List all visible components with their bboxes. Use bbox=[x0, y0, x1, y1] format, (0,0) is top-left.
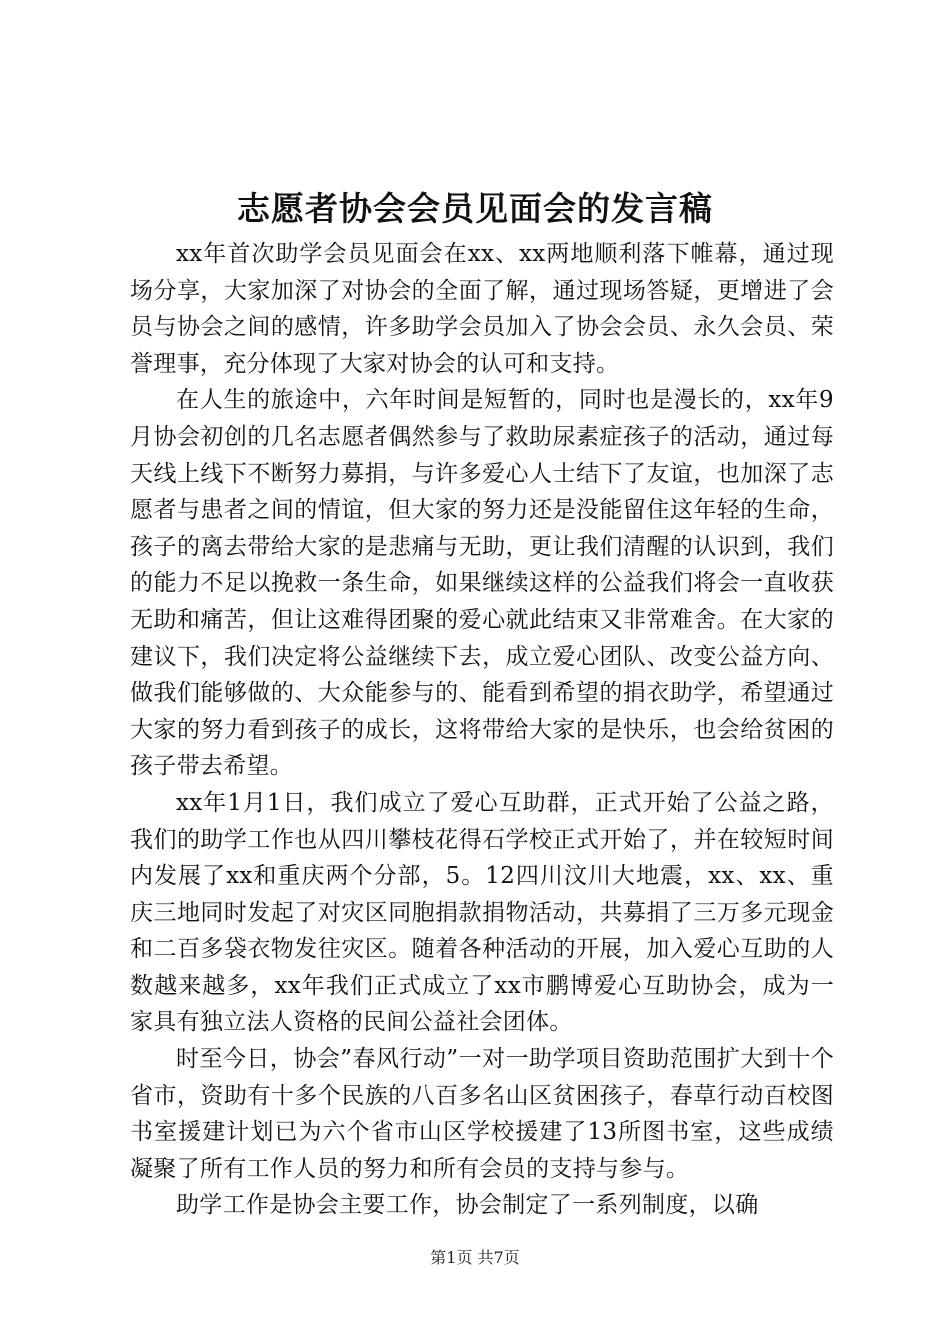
page-footer: 第1页 共7页 bbox=[430, 1248, 520, 1267]
paragraph: 助学工作是协会主要工作，协会制定了一系列制度，以确 bbox=[176, 1192, 759, 1219]
paragraph: 在人生的旅途中，六年时间是短暂的，同时也是漫长的，xx年9月协会初创的几名志愿者偶然参与了救助尿素症孩子的活动，通过每天线上线下不断努力募捐，与许多爱心人士结下了友谊，也加深了志愿者与患者之间的情谊，但大家的努力还是没能留住这年轻的生命，孩子的离去带给大家的是悲痛与无助，更让我们清醒的认识到，我们的能力不足以挽救一条生命，如果继续这样的公益我们将会一直收获无助和痛苦，但让这难得团聚的爱心就此结束又非常难舍。在大家的建议下，我们决定将公益继续下去，成立爱心团队、改变公益方向、做我们能够做的、大众能参与的、能看到希望的捐衣助学，希望通过大家的努力看到孩子的成长，这将带给大家的是快乐，也会给贫困的孩子带去希望。 bbox=[130, 387, 834, 780]
paragraph: xx年首次助学会员见面会在xx、xx两地顺利落下帷幕，通过现场分享，大家加深了对协会的全面了解，通过现场答疑，更增进了会员与协会之间的感情，许多助学会员加入了协会会员、永久会员、荣誉理事，充分体现了大家对协会的认可和支持。 bbox=[130, 241, 834, 377]
document-body bbox=[130, 236, 834, 1224]
document-title: 志愿者协会会员见面会的发言稿 bbox=[237, 189, 713, 228]
paragraph: 时至今日，协会”春风行动”一对一助学项目资助范围扩大到十个省市，资助有十多个民族的八百多名山区贫困孩子，春草行动百校图书室援建计划已为六个省市山区学校援建了13所图书室，这些成绩凝聚了所有工作人员的努力和所有会员的支持与参与。 bbox=[130, 1046, 834, 1182]
paragraph: xx年1月1日，我们成立了爱心互助群，正式开始了公益之路，我们的助学工作也从四川攀枝花得石学校正式开始了，并在较短时间内发展了xx和重庆两个分部，5。12四川汶川大地震，xx、xx、重庆三地同时发起了对灾区同胞捐款捐物活动，共募捐了三万多元现金和二百多袋衣物发往灾区。随着各种活动的开展，加入爱心互助的人数越来越多，xx年我们正式成立了xx市鹏博爱心互助协会，成为一家具有独立法人资格的民间公益社会团体。 bbox=[130, 789, 834, 1036]
